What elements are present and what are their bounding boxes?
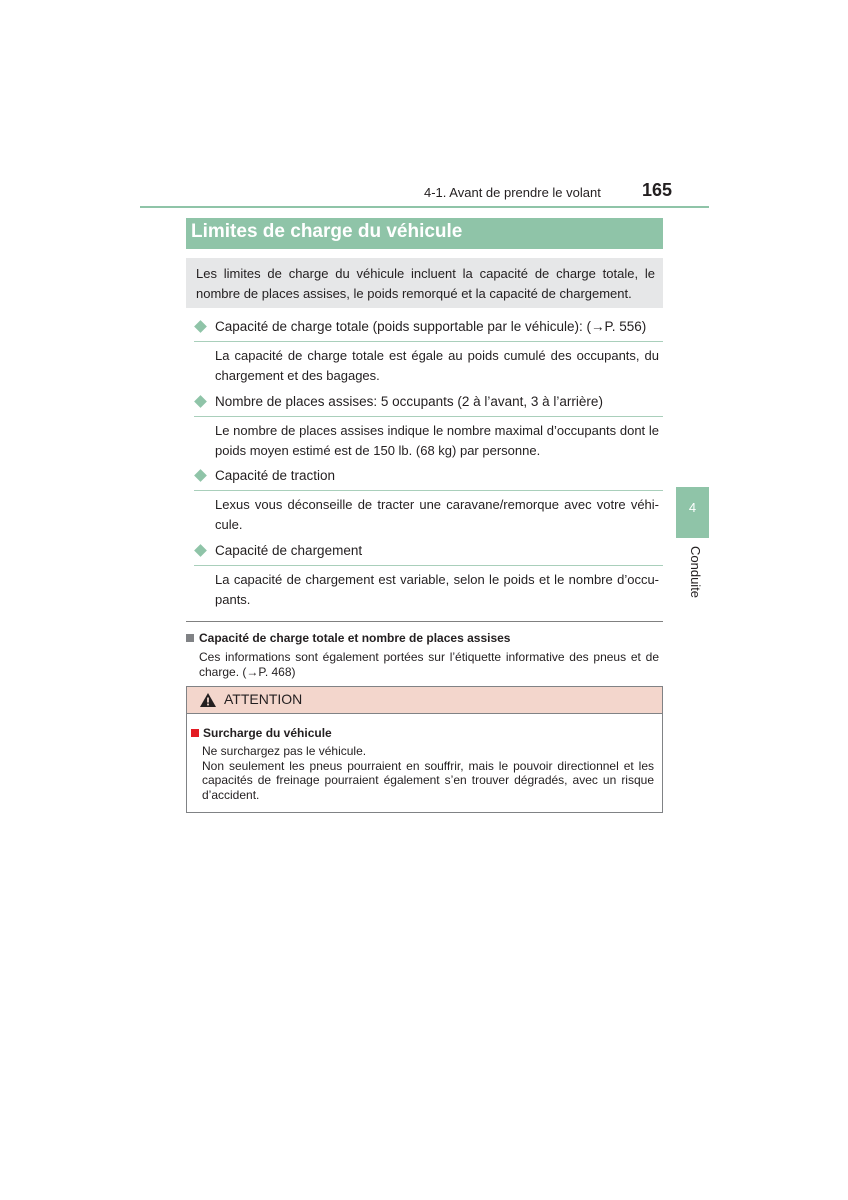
section-divider xyxy=(186,621,663,622)
item-heading-towing xyxy=(194,468,663,491)
page-number: 165 xyxy=(642,180,673,200)
warning-subheading-text: Surcharge du véhicule xyxy=(203,726,332,740)
intro-box: Les limites de charge du véhicule incluent la capacité de charge totale, le nombre de places assises, le poids remorqué et la capacité de chargement. xyxy=(186,258,663,308)
diamond-bullet-icon xyxy=(194,469,207,482)
diamond-bullet-icon xyxy=(194,395,207,408)
diamond-bullet-icon xyxy=(194,320,207,333)
warning-body xyxy=(202,744,654,802)
item-heading-text: Capacité de traction xyxy=(215,468,336,483)
item-body-cargo: La capacité de chargement est variable, selon le poids et le nombre d’occu-pants. xyxy=(215,572,659,607)
warning-box xyxy=(186,686,663,813)
item-body-total-load: La capacité de charge totale est égale au poids cumulé des occupants, du chargement et des bagages. xyxy=(215,348,659,383)
square-bullet-icon xyxy=(186,634,194,642)
header-rule xyxy=(140,206,709,208)
page-title: Limites de charge du véhicule xyxy=(186,218,663,249)
item-body-seating: Le nombre de places assises indique le nombre maximal d’occupants dont le poids moyen estimé est de 150 lb. (68 kg) par personne. xyxy=(215,423,659,458)
item-heading-cargo xyxy=(194,543,663,566)
note-heading-text: Capacité de charge totale et nombre de places assises xyxy=(199,631,511,645)
item-heading-text: Capacité de charge totale (poids supportable par le véhicule): (→P. 556) xyxy=(215,319,647,334)
red-square-bullet-icon xyxy=(191,729,199,737)
note-heading xyxy=(186,631,510,645)
item-heading-text: Nombre de places assises: 5 occupants (2 à l’avant, 3 à l’arrière) xyxy=(215,394,603,409)
item-body-towing: Lexus vous déconseille de tracter une caravane/remorque avec votre véhi-cule. xyxy=(215,497,659,532)
chapter-tab: 4 xyxy=(676,487,709,538)
warning-line: Ne surchargez pas le véhicule. xyxy=(202,744,367,758)
item-heading-seating xyxy=(194,394,663,417)
header-section-title: 4-1. Avant de prendre le volant xyxy=(424,185,601,200)
item-heading-total-load xyxy=(194,319,663,342)
warning-line: Non seulement les pneus pourraient en souffrir, mais le pouvoir directionnel et les capacités de freinage pourraient également s’en trouver dégradés, avec un risque d’accident. xyxy=(202,758,654,802)
warning-title: ATTENTION xyxy=(224,691,303,707)
warning-subheading xyxy=(191,726,332,740)
chapter-label: Conduite xyxy=(688,546,703,599)
diamond-bullet-icon xyxy=(194,544,207,557)
item-heading-text: Capacité de chargement xyxy=(215,543,363,558)
note-body: Ces informations sont également portées sur l’étiquette informative des pneus et de charge. (→P. 468) xyxy=(199,650,659,679)
warning-triangle-icon xyxy=(199,692,217,708)
warning-header xyxy=(187,687,662,714)
